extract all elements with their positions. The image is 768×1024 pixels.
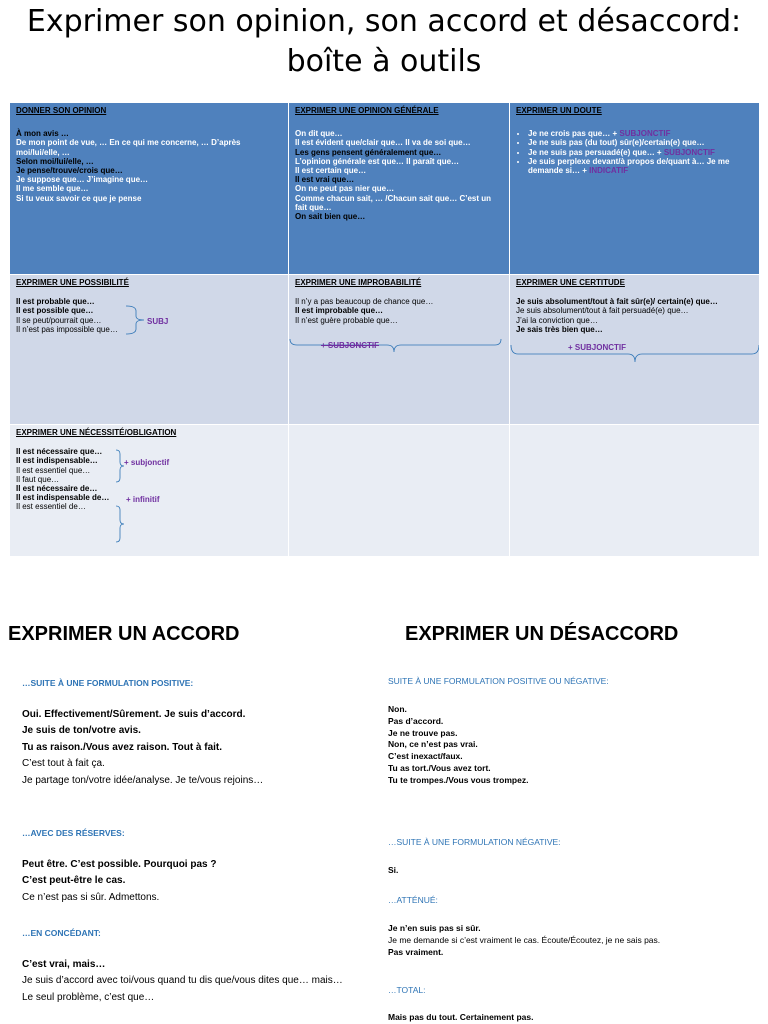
subjonctif-label: + subjonctif: [124, 458, 170, 467]
cell-heading: EXPRIMER UNE OPINION GÉNÉRALE: [295, 106, 439, 115]
text-line: Je me demande si c’est vraiment le cas. Écoute/Écoutez, je ne sais pas.: [388, 934, 661, 945]
text-line: Pas vraiment.: [388, 946, 444, 957]
text-line: Le seul problème, c’est que…: [22, 991, 155, 1003]
text-line: Je partage ton/votre idée/analyse. Je te/vous rejoins…: [22, 774, 264, 786]
desaccord-subheading: …TOTAL:: [388, 985, 426, 995]
text-line: C’est tout à fait ça.: [22, 758, 105, 770]
text-line: Il faut que…: [16, 474, 60, 484]
subjonctif-label: + SUBJONCTIF: [321, 341, 380, 350]
page-title: [0, 2, 768, 82]
desaccord-group-2: [388, 865, 398, 877]
subj-label: SUBJ: [147, 317, 169, 326]
desaccord-subheading: SUITE À UNE FORMULATION POSITIVE OU NÉGATIVE:: [388, 676, 609, 686]
text-line: Il est possible que…: [16, 306, 94, 316]
text-line: Il est indispensable de…: [16, 493, 110, 503]
cell-heading: EXPRIMER UNE NÉCESSITÉ/OBLIGATION: [16, 428, 177, 437]
page-title-line-1: Exprimer son opinion, son accord et désaccord:: [26, 4, 742, 39]
text-line: Il se peut/pourrait que…: [16, 315, 102, 325]
desaccord-group-1: [388, 704, 528, 787]
mood-tag: SUBJONCTIF: [663, 147, 715, 157]
cell-necessite: [10, 425, 289, 557]
accord-subheading: …SUITE À UNE FORMULATION POSITIVE:: [22, 678, 194, 688]
text-line: Il est essentiel de…: [16, 502, 86, 512]
cell-improbabilite: [289, 275, 510, 425]
cell-heading: DONNER SON OPINION: [16, 106, 107, 115]
text-line: Les gens pensent généralement que…: [295, 147, 442, 157]
text-line: À mon avis …: [16, 129, 69, 139]
text-line: Selon moi/lui/elle, …: [16, 156, 94, 166]
text-line: Il est nécessaire de…: [16, 484, 98, 494]
text-line: Je suis d’accord avec toi/vous quand tu dis que/vous dites que… mais…: [22, 975, 343, 987]
text-line: Il est improbable que…: [295, 306, 384, 316]
list-item-text: Je ne suis pas (du tout) sûr(e)/certain(e) que…: [528, 138, 705, 148]
text-line: Il n’est pas impossible que…: [16, 324, 118, 334]
desaccord-subheading: …SUITE À UNE FORMULATION NÉGATIVE:: [388, 837, 561, 847]
text-line: Mais pas du tout. Certainement pas.: [388, 1012, 534, 1022]
text-line: Il est vrai que…: [295, 175, 355, 185]
cell-heading: EXPRIMER UNE POSSIBILITÉ: [16, 278, 129, 287]
cell-empty: [510, 425, 760, 557]
text-line: Il est certain que…: [295, 166, 367, 176]
cell-heading: EXPRIMER UNE IMPROBABILITÉ: [295, 278, 422, 287]
list-item-text: Je suis perplexe devant/à propos de/quant à… Je me demande si… +: [528, 156, 730, 176]
cell-donner-opinion: [10, 103, 289, 275]
infinitif-label: + infinitif: [126, 495, 160, 504]
text-line: De mon point de vue, … En ce qui me concerne, … D’après: [16, 138, 241, 148]
page-title-line-2: boîte à outils: [286, 44, 482, 79]
text-line: C’est peut-être le cas.: [22, 875, 126, 887]
text-line: Ce n’est pas si sûr. Admettons.: [22, 891, 160, 903]
list-item: [528, 138, 753, 147]
text-line: Non.: [388, 704, 407, 714]
cell-opinion-generale: [289, 103, 510, 275]
list-item: [528, 129, 753, 138]
text-line: Je suis absolument/tout à fait persuadé(e) que…: [516, 306, 689, 316]
subjonctif-label: + SUBJONCTIF: [568, 343, 627, 352]
desaccord-subheading: …ATTÉNUÉ:: [388, 895, 438, 905]
text-line: Il est essentiel que…: [16, 465, 91, 475]
text-line: Je suis absolument/tout à fait sûr(e)/ certain(e) que…: [516, 297, 718, 307]
text-line: Je suppose que… J’imagine que…: [16, 175, 149, 185]
cell-heading: EXPRIMER UN DOUTE: [516, 106, 602, 115]
mood-tag: SUBJONCTIF: [619, 129, 671, 139]
text-line: On dit que…: [295, 129, 343, 139]
brace-icon: [114, 505, 126, 543]
cell-doute: [510, 103, 760, 275]
text-line: Tu as raison./Vous avez raison. Tout à fait.: [22, 741, 223, 753]
cell-heading: EXPRIMER UNE CERTITUDE: [516, 278, 625, 287]
text-line: On ne peut pas nier que…: [295, 184, 395, 194]
text-line: Si tu veux savoir ce que je pense: [16, 193, 142, 203]
text-line: Il est évident que/clair que… Il va de soi que…: [295, 138, 471, 148]
cell-certitude: [510, 275, 760, 425]
desaccord-title: EXPRIMER UN DÉSACCORD: [405, 623, 679, 645]
text-line: Il est probable que…: [16, 297, 95, 307]
text-line: Je pense/trouve/crois que…: [16, 166, 123, 176]
cell-possibilite: [10, 275, 289, 425]
list-item: [528, 148, 753, 157]
text-line: Il me semble que…: [16, 184, 89, 194]
accord-subheading: …AVEC DES RÉSERVES:: [22, 828, 125, 838]
doute-list: [516, 129, 753, 175]
text-line: Tu as tort./Vous avez tort.: [388, 762, 491, 773]
text-line: Il est nécessaire que…: [16, 447, 103, 457]
mood-tag: INDICATIF: [589, 166, 629, 176]
accord-subheading: …EN CONCÉDANT:: [22, 928, 101, 938]
accord-group-2: [22, 857, 216, 906]
desaccord-group-4: [388, 1012, 533, 1024]
list-item: [528, 157, 753, 175]
text-line: C’est inexact/faux.: [388, 751, 463, 762]
text-line: Oui. Effectivement/Sûrement. Je suis d’accord.: [22, 709, 246, 720]
text-line: Si.: [388, 865, 399, 875]
brace-icon: [510, 345, 760, 367]
text-line: Non, ce n’est pas vrai.: [388, 739, 478, 750]
text-line: fait que…: [295, 202, 332, 212]
text-line: Il est indispensable…: [16, 456, 98, 466]
text-line: Il n’est guère probable que…: [295, 315, 398, 325]
text-line: Tu te trompes./Vous vous trompez.: [388, 774, 529, 785]
text-line: Je sais très bien que…: [516, 324, 603, 334]
opinion-table: [10, 103, 760, 557]
accord-group-1: [22, 707, 263, 789]
accord-group-3: [22, 957, 343, 1006]
text-line: Je suis de ton/votre avis.: [22, 725, 141, 737]
text-line: J’ai la conviction que…: [516, 315, 598, 325]
text-line: C’est vrai, mais…: [22, 959, 106, 970]
text-line: On sait bien que…: [295, 212, 366, 222]
text-line: Peut être. C’est possible. Pourquoi pas ?: [22, 859, 217, 870]
cell-empty: [289, 425, 510, 557]
text-line: Pas d’accord.: [388, 715, 444, 726]
text-line: Il n’y a pas beaucoup de chance que…: [295, 297, 434, 307]
text-line: Je n’en suis pas si sûr.: [388, 923, 481, 933]
desaccord-group-3: [388, 923, 660, 958]
text-line: Je ne trouve pas.: [388, 727, 458, 738]
list-item-text: Je ne suis pas persuadé(e) que… +: [528, 147, 664, 157]
text-line: moi/lui/elle, …: [16, 147, 70, 157]
accord-title: EXPRIMER UN ACCORD: [8, 623, 240, 645]
text-line: L’opinion générale est que… Il paraît que…: [295, 156, 460, 166]
text-line: Comme chacun sait, … /Chacun sait que… C’est un: [295, 193, 492, 203]
list-item-text: Je ne crois pas que… +: [528, 129, 620, 139]
